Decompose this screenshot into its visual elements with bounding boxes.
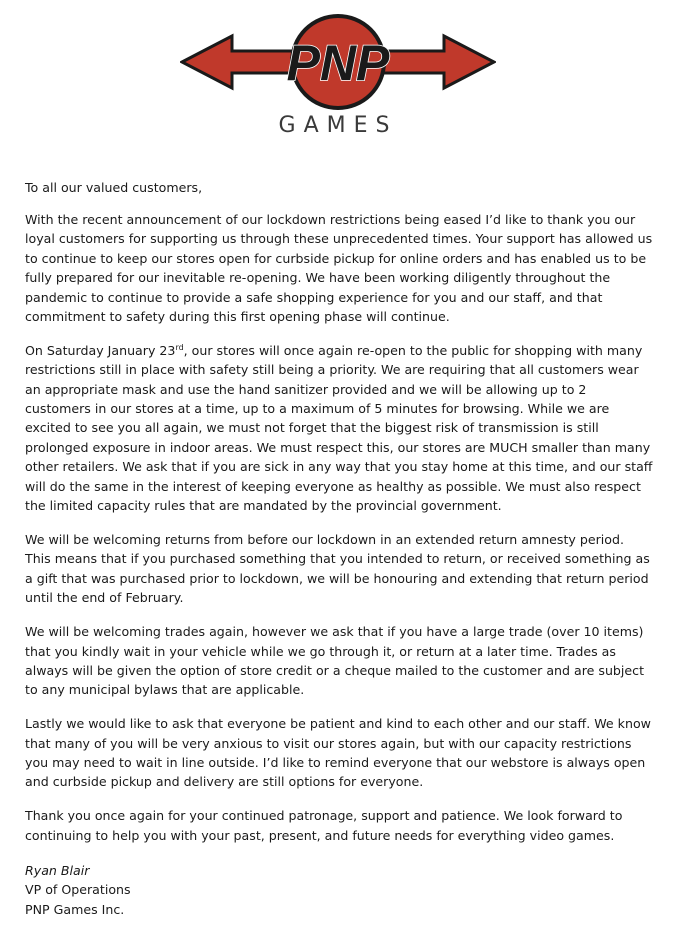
logo-wordmark: PNP [286,35,390,91]
signature-name: Ryan Blair [25,863,90,878]
signature-block [25,861,131,919]
logo-subtitle: GAMES [278,113,398,138]
ordinal-suffix: rd [175,342,184,352]
paragraph-3: We will be welcoming returns from before our lockdown in an extended return amnesty period. This means that if you purchased something that you intended to return, or received something as a gift that was purchased prior to lockdown, we will be honouring and extending that return period until the end of February. [25,532,650,606]
paragraph-2-rest: , our stores will once again re-open to the public for shopping with many restrictions still in place with safety still being a priority. We are requiring that all customers wear an appropriate mask and use the hand sanitizer provided and we will be allowing up to 2 customers in our stores at a time, up to a maximum of 5 minutes for browsing. While we are excited to see you all again, we must not forget that the biggest risk of transmission is still prolonged exposure in indoor areas. We must respect this, our stores are MUCH smaller than many other retailers. We ask that if you are sick in any way that you stay home at this time, and our staff will do the same in the interest of keeping everyone as healthy as possible. We must also respect the limited capacity rules that are mandated by the provincial government. [25,342,653,514]
paragraph-1: With the recent announcement of our lockdown restrictions being eased I’d like to thank you our loyal customers for supporting us through these unprecedented times. Your support has allowed us to continue to keep our stores open for curbside pickup for online orders and has enabled us to be fully prepared for our inevitable re-opening. We have been working diligently throughout the pandemic to continue to provide a safe shopping experience for you and our staff, and that commitment to safety during this first opening phase will continue. [25,211,653,324]
paragraph-4: We will be welcoming trades again, however we ask that if you have a large trade (over 10 items) that you kindly wait in your vehicle while we go through it, or return at a later time. Trades as always will be given the option of store credit or a cheque mailed to the customer and are subject to any municipal bylaws that are applicable. [25,624,645,698]
paragraph-5: Lastly we would like to ask that everyone be patient and kind to each other and our staff. We know that many of you will be very anxious to visit our stores again, but with our capacity restrictions you may need to wait in line outside. I’d like to remind everyone that our webstore is always open and curbside pickup and delivery are still options for everyone. [25,716,651,790]
pnp-games-logo [180,14,496,138]
signature-title: VP of Operations [25,882,131,898]
salutation: To all our valued customers, [25,180,203,195]
signature-company: PNP Games Inc. [25,901,125,917]
paragraph-6: Thank you once again for your continued patronage, support and patience. We look forward to continuing to help you with your past, present, and future needs for everything video games. [25,808,623,843]
paragraph-2-lead: On Saturday January 23 [25,342,176,358]
paragraph-2 [25,341,653,516]
letter-body [25,178,653,860]
